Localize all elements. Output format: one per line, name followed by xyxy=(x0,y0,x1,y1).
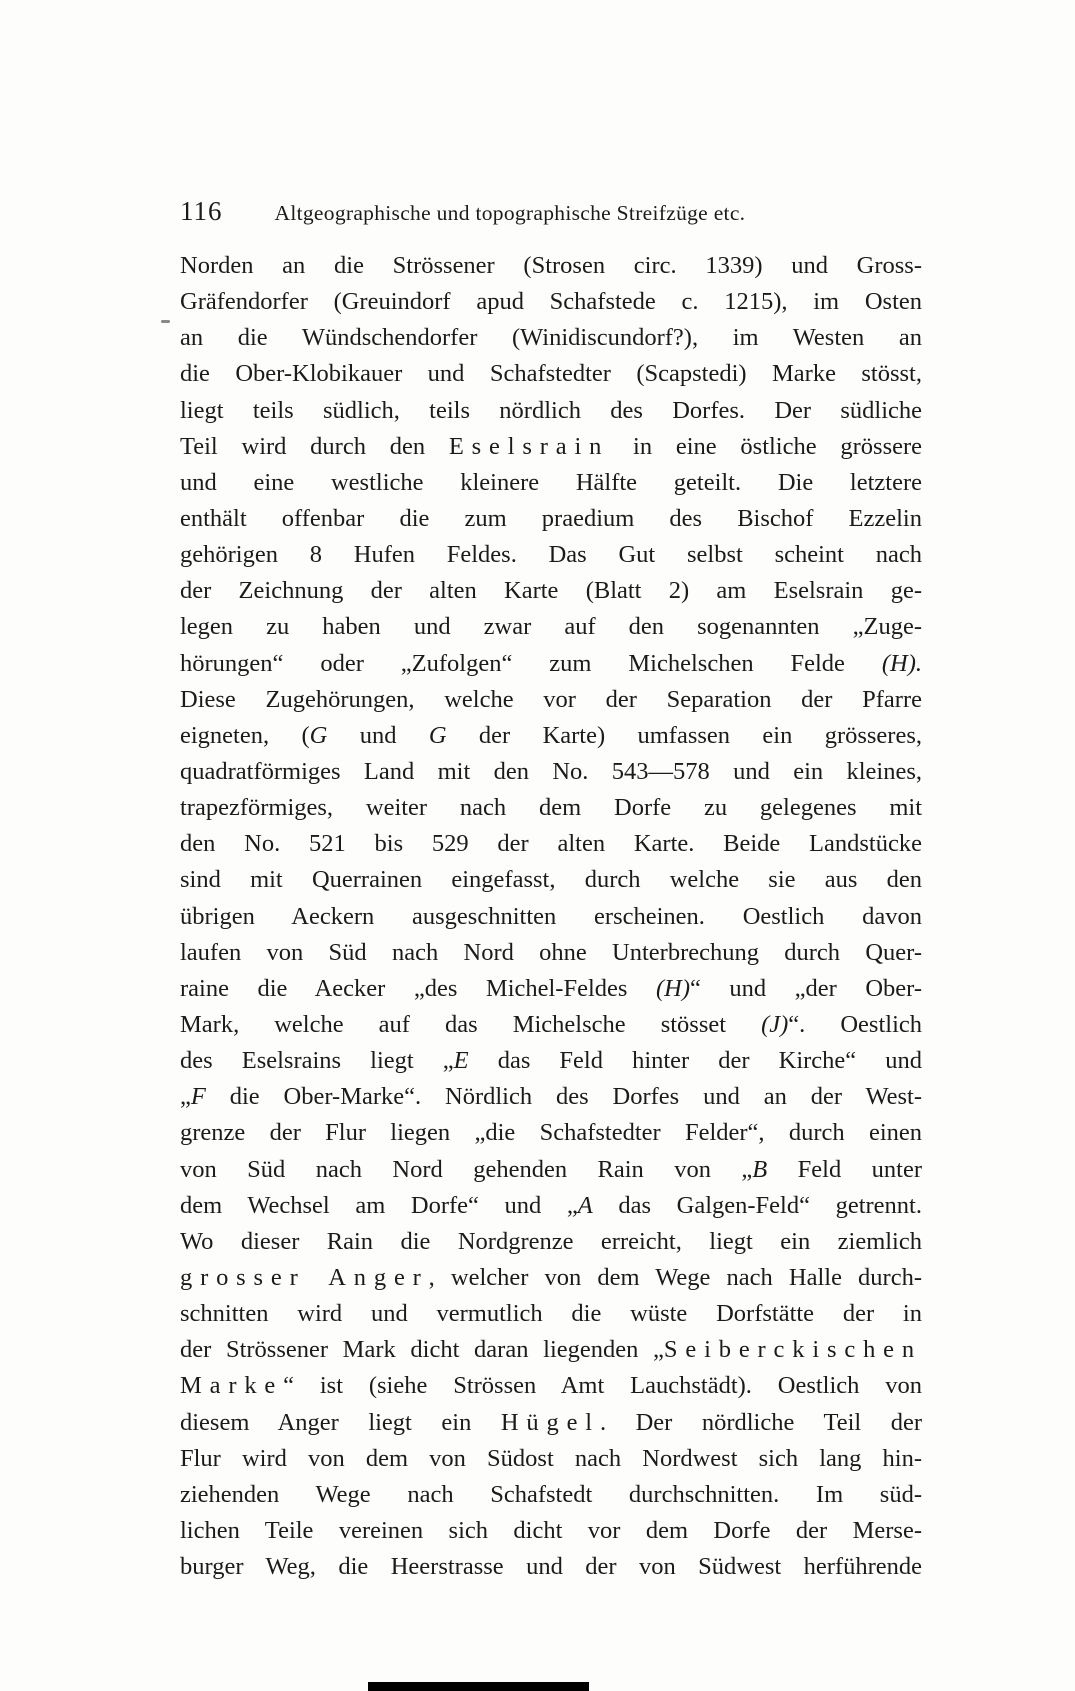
page-header xyxy=(180,196,922,227)
text-line xyxy=(180,1043,922,1079)
text-line xyxy=(180,393,922,429)
page-number: 116 xyxy=(180,196,223,226)
text-line xyxy=(180,1079,922,1115)
text-line xyxy=(180,1513,922,1549)
text-segment: das Feld hinter der Kirche“ und xyxy=(468,1047,922,1075)
text-segment: der Strössener Mark dicht daran liegenden „ xyxy=(180,1336,664,1364)
text-line xyxy=(180,1332,922,1368)
text-line xyxy=(180,718,922,754)
text-line xyxy=(180,1007,922,1043)
text-line xyxy=(180,465,922,501)
text-line xyxy=(180,1549,922,1585)
text-segment: raine die Aecker „des Michel-Feldes xyxy=(180,974,656,1002)
text-segment: dem Wechsel am Dorfe“ und „ xyxy=(180,1191,578,1219)
italic-map-label: G xyxy=(309,721,328,749)
text-line xyxy=(180,248,922,284)
text-segment: und xyxy=(327,721,429,749)
text-segment: „ xyxy=(180,1083,191,1111)
text-segment: . Der nördliche Teil der xyxy=(599,1408,922,1436)
text-segment: liegt teils südlich, teils nördlich des Dorfes. Der südliche xyxy=(180,396,922,424)
letterspaced-term: grosser Anger xyxy=(180,1263,429,1291)
text-line xyxy=(180,320,922,356)
letterspaced-term: Seiberckischen xyxy=(663,1336,922,1364)
text-segment: , welcher von dem Wege nach Halle durch- xyxy=(428,1263,922,1291)
text-segment: trapezförmiges, weiter nach dem Dorfe zu gelegenes mit xyxy=(180,794,922,822)
text-segment: gehörigen 8 Hufen Feldes. Das Gut selbst scheint nach xyxy=(180,541,922,569)
text-line xyxy=(180,537,922,573)
text-line xyxy=(180,1224,922,1260)
text-segment: quadratförmiges Land mit den No. 543—578 und ein kleines, xyxy=(180,757,922,785)
text-line xyxy=(180,501,922,537)
text-line xyxy=(180,1296,922,1332)
text-segment: Wo dieser Rain die Nordgrenze erreicht, liegt ein ziemlich xyxy=(180,1227,922,1255)
text-line xyxy=(180,754,922,790)
italic-map-label: (J) xyxy=(761,1010,789,1038)
text-segment: Norden an die Strössener (Strosen circ. 1339) und Gross- xyxy=(180,252,922,279)
text-line xyxy=(180,935,922,971)
text-segment: die Ober-Klobikauer und Schafstedter (Scapstedi) Marke stösst, xyxy=(180,360,922,388)
text-line xyxy=(180,899,922,935)
text-line xyxy=(180,1368,922,1404)
text-line xyxy=(180,1260,922,1296)
text-line xyxy=(180,1405,922,1441)
text-line xyxy=(180,682,922,718)
text-line xyxy=(180,826,922,862)
text-segment: “ ist (siehe Strössen Amt Lauchstädt). Oestlich von xyxy=(283,1372,922,1400)
italic-map-label: G xyxy=(428,721,447,749)
text-segment: enthält offenbar die zum praedium des Bischof Ezzelin xyxy=(180,504,922,532)
text-line xyxy=(180,1115,922,1151)
text-line xyxy=(180,356,922,392)
italic-map-label: (H). xyxy=(881,649,922,677)
italic-map-label: E xyxy=(453,1047,469,1075)
text-segment: Diese Zugehörungen, welche vor der Separation der Pfarre xyxy=(180,685,922,713)
text-segment: Teil wird durch den xyxy=(180,432,449,460)
running-header-title: Altgeographische und topographische Streifzüge etc. xyxy=(274,201,746,225)
text-segment: und eine westliche kleinere Hälfte geteilt. Die letztere xyxy=(180,468,922,496)
italic-map-label: (H) xyxy=(655,974,690,1002)
text-line xyxy=(180,1188,922,1224)
text-line xyxy=(180,609,922,645)
text-segment: Flur wird von dem von Südost nach Nordwest sich lang hin- xyxy=(180,1444,922,1472)
text-segment: der Zeichnung der alten Karte (Blatt 2) am Eselsrain ge- xyxy=(180,577,922,605)
text-segment: von Süd nach Nord gehenden Rain von „ xyxy=(180,1155,753,1183)
text-segment: den No. 521 bis 529 der alten Karte. Beide Landstücke xyxy=(180,830,922,858)
text-segment: Feld unter xyxy=(767,1155,922,1183)
margin-mark xyxy=(161,320,170,323)
text-segment: “ und „der Ober- xyxy=(689,974,922,1002)
text-line xyxy=(180,971,922,1007)
text-line xyxy=(180,284,922,320)
text-segment: der Karte) umfassen ein grösseres, xyxy=(446,721,922,749)
italic-map-label: B xyxy=(752,1155,768,1183)
letterspaced-term: Marke xyxy=(180,1372,284,1400)
text-line xyxy=(180,429,922,465)
text-segment: die Ober-Marke“. Nördlich des Dorfes und an der West- xyxy=(205,1083,922,1111)
text-line xyxy=(180,790,922,826)
text-segment: ziehenden Wege nach Schafstedt durchschnitten. Im süd- xyxy=(180,1480,922,1508)
text-segment: in eine östliche grössere xyxy=(609,432,923,460)
text-segment: burger Weg, die Heerstrasse und der von Südwest herführende xyxy=(180,1553,922,1581)
text-line xyxy=(180,1477,922,1513)
body-text xyxy=(180,248,922,1585)
text-segment: grenze der Flur liegen „die Schafstedter Felder“, durch einen xyxy=(180,1119,922,1147)
text-segment: Mark, welche auf das Michelsche stösset xyxy=(180,1010,762,1038)
text-segment: Gräfendorfer (Greuindorf apud Schafstede c. 1215), im Osten xyxy=(180,288,922,316)
text-segment: an die Wündschendorfer (Winidiscundorf?), im Westen an xyxy=(180,324,922,352)
text-segment: übrigen Aeckern ausgeschnitten erscheinen. Oestlich davon xyxy=(180,902,922,930)
text-segment: “. Oestlich xyxy=(788,1010,922,1038)
text-segment: eigneten, ( xyxy=(180,721,310,749)
text-line xyxy=(180,862,922,898)
text-segment: das Galgen-Feld“ getrennt. xyxy=(592,1191,922,1219)
text-segment: laufen von Süd nach Nord ohne Unterbrechung durch Quer- xyxy=(180,938,922,966)
italic-map-label: F xyxy=(190,1083,206,1111)
text-line xyxy=(180,646,922,682)
text-segment: diesem Anger liegt ein xyxy=(180,1408,501,1436)
text-segment: des Eselsrains liegt „ xyxy=(180,1047,454,1075)
text-segment: hörungen“ oder „Zufolgen“ zum Michelschen Felde xyxy=(180,649,882,677)
letterspaced-term: Hügel xyxy=(500,1408,600,1436)
text-segment: sind mit Querrainen eingefasst, durch welche sie aus den xyxy=(180,866,922,894)
text-line xyxy=(180,1441,922,1477)
letterspaced-term: Eselsrain xyxy=(448,432,610,460)
text-line xyxy=(180,573,922,609)
text-segment: lichen Teile vereinen sich dicht vor dem Dorfe der Merse- xyxy=(180,1516,922,1544)
text-segment: legen zu haben und zwar auf den sogenannten „Zuge- xyxy=(180,613,922,641)
scan-artifact-bar xyxy=(368,1682,589,1691)
text-line xyxy=(180,1152,922,1188)
text-segment: schnitten wird und vermutlich die wüste Dorfstätte der in xyxy=(180,1300,922,1328)
italic-map-label: A xyxy=(577,1191,593,1219)
